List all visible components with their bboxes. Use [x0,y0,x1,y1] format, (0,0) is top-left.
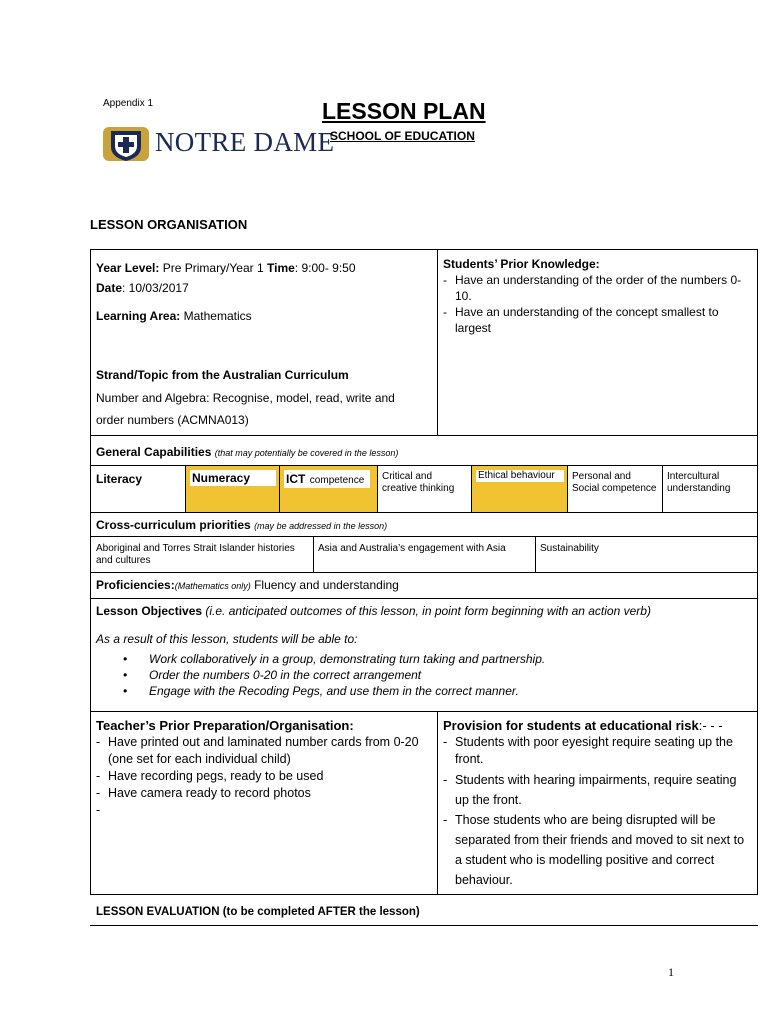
cross-curriculum-heading [96,517,746,534]
objectives-label: Lesson Objectives [96,604,203,618]
provision-item: - Those students who are being disrupted will be separated from their friends and moved to sit next to a student who is modelling positive and correct behaviour. [443,810,753,890]
capability-critical-thinking: Critical and creative thinking [382,471,455,494]
general-capabilities-label: General Capabilities [96,445,212,459]
cross-curriculum-note: (may be addressed in the lesson) [254,521,388,531]
capability-ict-cell [280,466,377,512]
capability-ethical-cell [472,466,567,512]
capability-intercultural: Intercultural understanding [667,471,731,494]
lesson-objectives [96,603,751,699]
prior-knowledge-label: Students’ Prior Knowledge: [443,257,600,271]
capability-literacy: Literacy [96,472,143,486]
date-label: Date [96,281,123,295]
page-title: LESSON PLAN [322,98,486,124]
lesson-evaluation-heading: LESSON EVALUATION (to be completed AFTER the lesson) [96,906,420,918]
general-capabilities-heading [96,444,746,461]
objectives-note: (i.e. anticipated outcomes of this lesson, in point form beginning with an action verb) [202,604,651,618]
general-capabilities-note: (that may potentially be covered in the lesson) [214,448,399,458]
university-crest-icon [101,123,151,165]
capability-numeracy: Numeracy [190,470,276,486]
page-number: 1 [668,965,674,979]
section-heading: LESSON ORGANISATION [90,217,248,232]
time-label: Time [267,261,295,275]
objective-item: • Engage with the Recoding Pegs, and use them in the correct manner. [141,683,751,699]
date-value: : 10/03/2017 [122,281,189,295]
capability-ict-chip [284,470,370,488]
priority-aboriginal: Aboriginal and Torres Strait Islander histories and cultures [96,543,295,566]
time-value: : 9:00- 9:50 [294,261,356,275]
provision-at-risk [443,717,753,890]
proficiencies-value: Fluency and understanding [250,578,399,592]
teacher-preparation [96,717,432,802]
evaluation-divider [90,925,758,926]
cross-curriculum-label: Cross-curriculum priorities [96,518,251,532]
learning-area-label: Learning Area: [96,309,181,323]
provision-item: - Students with hearing impairments, require seating up the front. [443,770,753,810]
preparation-label: Teacher’s Prior Preparation/Organisation: [96,718,354,733]
objectives-intro: As a result of this lesson, students will be able to: [96,632,358,646]
priority-sustainability: Sustainability [540,543,599,554]
preparation-item: - Have camera ready to record photos [96,785,432,802]
proficiencies-note: (Mathematics only) [174,581,251,591]
appendix-label: Appendix 1 [103,98,154,109]
capability-personal-social: Personal and Social competence [572,471,657,494]
prior-knowledge-item: - Have an understanding of the concept smallest to largest [443,304,749,336]
provision-label-suffix: :- - - [698,718,723,733]
objective-item: • Order the numbers 0-20 in the correct arrangement [141,667,751,683]
lesson-organisation-table [90,249,758,895]
preparation-item: - Have printed out and laminated number cards from 0-20 (one set for each individual child) [96,734,432,768]
learning-area-value: Mathematics [183,309,252,323]
strand-value: Number and Algebra: Recognise, model, read, write and order numbers (ACMNA013) [96,391,395,427]
prior-knowledge [443,256,749,336]
notre-dame-logo [101,123,335,165]
prior-knowledge-item: - Have an understanding of the order of the numbers 0-10. [443,272,749,304]
priority-asia: Asia and Australia’s engagement with Asia [318,543,506,554]
year-level-label: Year Level: [96,261,160,275]
capability-ict-competence: competence [309,475,365,486]
preparation-item: - Have recording pegs, ready to be used [96,768,432,785]
proficiencies-row [96,577,746,594]
logo-wordmark: NOTRE DAME [155,127,335,157]
year-level-value: Pre Primary/Year 1 [162,261,264,275]
provision-item: - Students with poor eyesight require seating up the front. [443,734,753,768]
capability-ethical: Ethical behaviour [476,470,564,482]
capability-numeracy-cell [186,466,279,512]
capability-ict: ICT [286,472,306,486]
objective-item: • Work collaboratively in a group, demonstrating turn taking and partnership. [141,651,751,667]
strand-label: Strand/Topic from the Australian Curriculum [96,368,349,382]
lesson-details [96,260,432,431]
page-subtitle: SCHOOL OF EDUCATION [330,129,475,143]
proficiencies-label: Proficiencies: [96,578,175,592]
provision-label: Provision for students at educational risk [443,718,699,733]
